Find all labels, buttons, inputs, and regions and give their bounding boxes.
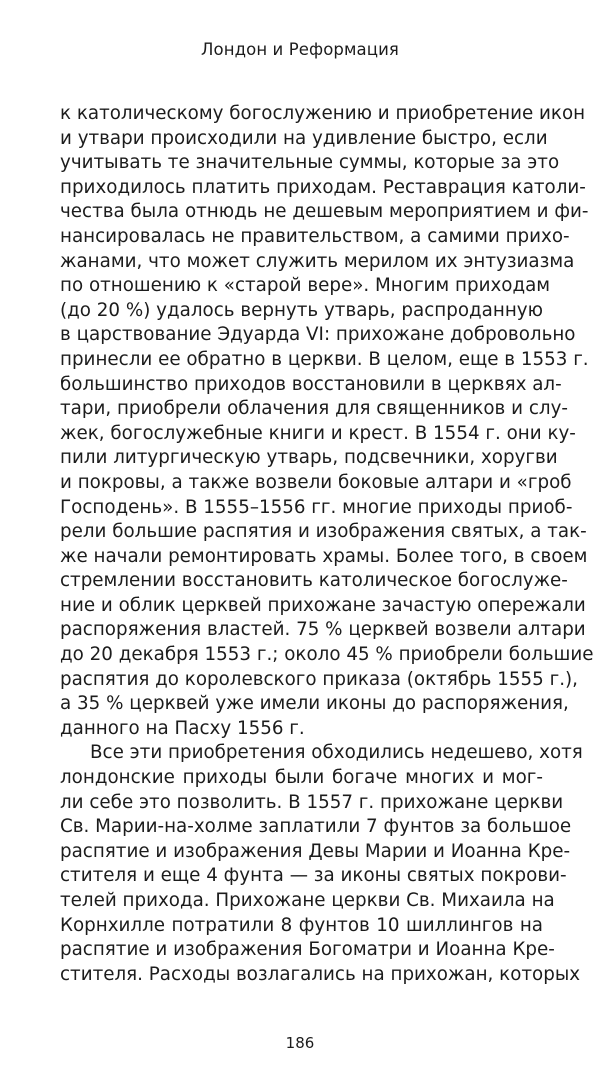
text-line: ние и облик церквей прихожане зачастую опережали xyxy=(60,594,586,616)
text-line: по отношению к «старой вере». Многим приходам xyxy=(60,275,551,297)
text-line: Господень». В 1555–1556 гг. многие приходы приоб- xyxy=(60,496,573,518)
text-line: и утвари происходили на удивление быстро, если xyxy=(60,127,548,149)
text-line: стремлении восстановить католическое богослуже- xyxy=(60,570,568,592)
text-line: большинство приходов восстановили в церквях ал- xyxy=(60,373,562,395)
text-line: принесли ее обратно в церкви. В целом, еще в 1553 г. xyxy=(60,348,589,370)
text-line: тари, приобрели облачения для священников и слу- xyxy=(60,398,568,420)
text-line: нансировалась не правительством, а самими прихо- xyxy=(60,225,570,247)
text-line: и покровы, а также возвели боковые алтари и «гроб xyxy=(60,471,572,493)
text-line: распятие и изображения Девы Марии и Иоанна Кре- xyxy=(60,840,571,862)
text-line: а 35 % церквей уже имели иконы до распоряжения, xyxy=(60,693,569,715)
text-line: к католическому богослужению и приобретение икон xyxy=(60,103,586,124)
text-line: Все эти приобретения обходились недешево, хотя xyxy=(90,742,583,764)
text-line: данного на Пасху 1556 г. xyxy=(60,717,305,739)
text-line: жанами, что может служить мерилом их энтузиазма xyxy=(60,250,575,272)
text-line: телей прихода. Прихожане церкви Св. Михаила на xyxy=(60,890,555,911)
text-line: распятия до королевского приказа (октябрь 1555 г.), xyxy=(60,668,578,690)
text-line: рели большие распятия и изображения святых, а так- xyxy=(60,521,587,543)
running-head: Лондон и Реформация xyxy=(201,40,399,59)
text-line: Св. Марии-на-холме заплатили 7 фунтов за большое xyxy=(60,816,572,838)
text-line: стителя. Расходы возлагались на прихожан, которых xyxy=(60,963,581,985)
text-line: (до 20 %) удалось вернуть утварь, распроданную xyxy=(60,299,543,321)
text-line: лондонские приходы были богаче многих и мог- xyxy=(60,767,543,789)
page-number: 186 xyxy=(285,1034,315,1052)
text-line: до 20 декабря 1553 г.; около 45 % приобрели большие xyxy=(60,644,594,666)
text-line: же начали ремонтировать храмы. Более того, в своем xyxy=(60,545,588,567)
text-line: Корнхилле потратили 8 фунтов 10 шиллингов на xyxy=(60,914,543,936)
text-line: пили литургическую утварь, подсвечники, хоругви xyxy=(60,447,558,469)
text-line: учитывать те значительные суммы, которые за это xyxy=(60,152,560,174)
text-line: распятие и изображения Богоматри и Иоанна Кре- xyxy=(60,939,555,961)
text-line: приходилось платить приходам. Реставрация католи- xyxy=(60,176,586,198)
text-line: ли себе это позволить. В 1557 г. прихожане церкви xyxy=(60,791,564,813)
body-text xyxy=(60,102,594,987)
text-line: жек, богослужебные книги и крест. В 1554 г. они ку- xyxy=(60,422,576,444)
text-line: распоряжения властей. 75 % церквей возвели алтари xyxy=(60,619,586,641)
text-line: стителя и еще 4 фунта — за иконы святых покрови- xyxy=(60,865,567,887)
text-line: в царствование Эдуарда VI: прихожане добровольно xyxy=(60,324,576,346)
text-line: чества была отнюдь не дешевым мероприятием и фи- xyxy=(60,201,589,223)
